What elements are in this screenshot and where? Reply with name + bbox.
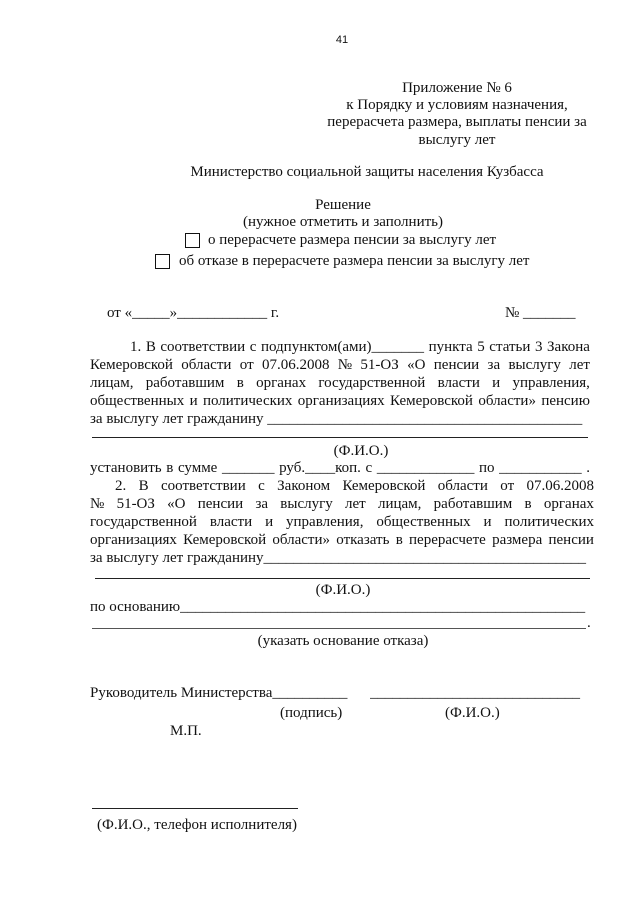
fio-caption: (Ф.И.О.) [315,582,371,598]
word: в [236,375,244,391]
basis-caption: (указать основание отказа) [257,633,429,649]
word: 51-ОЗ [360,357,399,373]
word: № [90,496,105,512]
word: 5 [477,339,485,355]
word: и [483,514,492,530]
word: организациях [90,532,177,548]
word: «О [407,357,426,373]
blank-line [95,578,590,579]
word: за [255,496,269,512]
word: пенсии [433,357,480,373]
word: выслугу [280,496,333,512]
word: управления, [512,375,590,391]
word: лет [569,357,590,373]
word: пенсии [197,496,244,512]
word: ___________ [499,460,582,476]
word: Кемеровской [342,478,426,494]
word: размера [492,532,543,548]
word: общественных [376,514,471,530]
word: в [524,496,532,512]
word: . [586,460,590,476]
word: с [258,478,265,494]
word: перерасчете [409,532,486,548]
paragraph-1-recipient-line: за выслугу лет гражданину __________________________________________ [90,411,583,427]
word: управления, [286,514,364,530]
word: В [138,478,149,494]
word: органах [543,496,594,512]
executor-caption: (Ф.И.О., телефон исполнителя) [97,817,297,833]
fio-caption: (Ф.И.О.) [333,443,389,459]
word: власти [209,514,253,530]
word: с [249,339,257,355]
word: в [395,532,403,548]
word: политических [202,393,293,409]
word: и [189,393,198,409]
word: пункта [428,339,473,355]
head-fio-caption: (Ф.И.О.) [445,705,500,721]
word: Кемеровской [390,393,473,409]
word: политических [504,514,594,530]
amount-line [90,459,590,477]
word: лет [345,496,366,512]
word: статьи [489,339,531,355]
word: в [166,460,174,476]
option-refusal-checkbox[interactable] [155,254,170,269]
word: и [492,375,501,391]
paragraph-2-line [115,477,594,495]
basis-line: по основанию______________________________________________________ [90,599,586,615]
word: лицам, [90,375,134,391]
word: Кемеровской [183,532,267,548]
appendix-heading-line: Приложение № 6 [402,80,512,96]
word: общественных [90,393,185,409]
word: руб.____коп. [279,460,361,476]
signature-caption: (подпись) [280,705,343,721]
ministry-name: Министерство социальной защиты населения Кузбасса [190,164,544,180]
head-signature-label: Руководитель Министерства__________ [90,685,348,701]
word: за [487,357,501,373]
word: пенсии [548,532,594,548]
paragraph-1-line [90,374,590,392]
word: отказать [336,532,390,548]
basis-period: . [587,615,591,631]
paragraph-2-line [90,513,594,531]
word: государственной [318,375,426,391]
word: от [239,357,254,373]
word: Закона [547,339,590,355]
word: Кемеровской [90,357,173,373]
blank-line [92,437,588,438]
word: области [181,357,232,373]
word: власти [437,375,480,391]
word: и [265,514,274,530]
word: пенсию [541,393,590,409]
word: от [500,478,515,494]
word: _______ [221,460,275,476]
executor-line [92,808,298,809]
stamp-mark: М.П. [170,723,202,739]
word: области» [272,532,331,548]
blank-line [92,628,586,629]
word: соответствии [160,339,246,355]
word: соответствии [160,478,246,494]
word: 2. [115,478,127,494]
paragraph-1-line [130,338,590,356]
word: организациях [297,393,385,409]
word: установить [90,460,162,476]
option-refusal-label: об отказе в перерасчете размера пенсии за выслугу лет [179,253,530,269]
word: 3 [534,339,543,355]
appendix-heading-line: перерасчета размера, выплаты пенсии за [327,114,587,130]
paragraph-2-line [90,495,594,513]
word: Законом [277,478,331,494]
word: сумме [177,460,218,476]
word: 51-ОЗ [116,496,155,512]
word: «О [167,496,186,512]
option-recalculation-checkbox[interactable] [185,233,200,248]
word: № [337,357,353,373]
word: лицам, [377,496,422,512]
word: с [365,460,373,476]
head-name-blank: ____________________________ [370,685,580,701]
word: подпунктом(ами)_______ [260,339,425,355]
word: _____________ [376,460,475,476]
appendix-heading-line: выслугу лет [418,132,496,148]
word: выслугу [508,357,561,373]
page-number: 41 [335,34,349,46]
decision-number-field: № _______ [505,305,576,321]
decision-instruction: (нужное отметить и заполнить) [243,214,443,230]
option-recalculation-label: о перерасчете размера пенсии за выслугу лет [208,232,497,248]
word: государственной [90,514,197,530]
word: по [478,460,495,476]
word: 1. [130,339,142,355]
decision-date-field: от «_____»____________ г. [107,305,280,321]
appendix-heading-line: к Порядку и условиям назначения, [346,97,568,113]
word: В [145,339,156,355]
word: работавшим [145,375,225,391]
word: 07.06.2008 [261,357,330,373]
paragraph-1-line [90,356,590,374]
paragraph-2-line [90,531,594,549]
paragraph-2-recipient-line: за выслугу лет гражданину___________________________________________ [90,550,587,566]
word: области» [478,393,536,409]
paragraph-1-line [90,392,590,410]
word: органах [256,375,307,391]
decision-title: Решение [315,197,371,213]
word: 07.06.2008 [526,478,594,494]
word: области [437,478,488,494]
word: работавшим [433,496,513,512]
